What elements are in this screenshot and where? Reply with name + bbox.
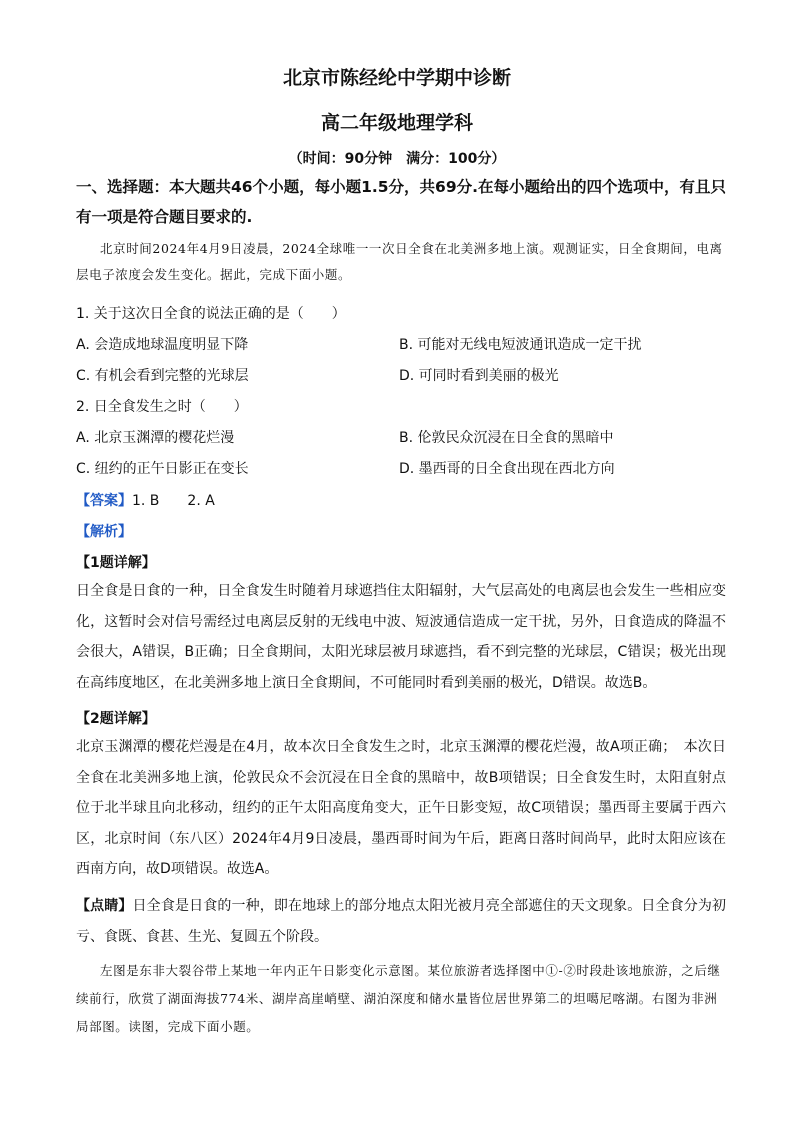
question-2-stem: 2. 日全食发生之时（ ） <box>76 399 248 415</box>
school-exam-title: 北京市陈经纶中学期中诊断 <box>282 67 511 89</box>
tip-tag: 【点睛】 <box>76 898 133 914</box>
detail-1-text: 日全食是日食的一种，日全食发生时随着月球遮挡住太阳辐射，大气层高处的电离层也会发生一些相应变化，这暂时会对信号需经过电离层反射的无线电中波、短波通信造成一定干扰，另外，日食造成的降温不会很大，A错误，B正确；日全食期间，太阳光球层被月球遮挡，看不到完整的光球层，C错误；极光出现在高纬度地区，在北美洲多地上演日全食期间，不可能同时看到美丽的极光，D错误。故选B。 <box>76 583 726 691</box>
detail-2-text: 北京玉渊潭的樱花烂漫是在4月，故本次日全食发生之时，北京玉渊潭的樱花烂漫，故A项正确； 本次日全食在北美洲多地上演，伦敦民众不会沉浸在日全食的黑暗中，故B项错误；日全食发生时，太阳直射点位于北半球且向北移动，纽约的正午太阳高度角变大，正午日影变短，故C项错误；墨西哥主要属于西六区，北京时间（东八区）2024年4月9日凌晨，墨西哥时间为午后，距离日落时间尚早，此时太阳应该在西南方向，故D项错误。故选A。 <box>76 739 726 877</box>
tip-text: 日全食是日食的一种，即在地球上的部分地点太阳光被月亮全部遮住的天文现象。日全食分为初亏、食既、食甚、生光、复圆五个阶段。 <box>76 898 727 945</box>
detail-1-tag: 【1题详解】 <box>76 555 156 571</box>
question-1-option-b: B. 可能对无线电短波通讯造成一定干扰 <box>399 337 642 353</box>
question-2-option-d: D. 墨西哥的日全食出现在西北方向 <box>399 461 615 477</box>
question-1-option-d: D. 可同时看到美丽的极光 <box>399 368 559 384</box>
exam-info: （时间：90分钟 满分：100分） <box>288 151 506 167</box>
analysis-tag: 【解析】 <box>76 524 132 540</box>
question-1-option-c: C. 有机会看到完整的光球层 <box>76 368 249 384</box>
group1-intro: 北京时间2024年4月9日凌晨，2024全球唯一一次日全食在北美洲多地上演。观测证实，日全食期间，电离层电子浓度会发生变化。据此，完成下面小题。 <box>76 241 723 282</box>
answer-text: 1. B 2. A <box>132 493 215 509</box>
section-heading: 一、选择题：本大题共46个小题，每小题1.5分，共69分.在每小题给出的四个选项中，有且只有一项是符合题目要求的. <box>76 178 726 226</box>
group2-intro: 左图是东非大裂谷带上某地一年内正午日影变化示意图。某位旅游者选择图中①-②时段赴该地旅游，之后继续前行，欣赏了湖面海拔774米、湖岸高崖峭壁、湖泊深度和储水量皆位居世界第二的坦噶尼喀湖。右图为非洲局部图。读图，完成下面小题。 <box>76 963 721 1034</box>
detail-2-tag: 【2题详解】 <box>76 711 156 727</box>
question-1-stem: 1. 关于这次日全食的说法正确的是（ ） <box>76 306 346 322</box>
question-2-option-a: A. 北京玉渊潭的樱花烂漫 <box>76 430 235 446</box>
question-2-option-c: C. 纽约的正午日影正在变长 <box>76 461 249 477</box>
answer-line <box>76 490 215 510</box>
question-1-option-a: A. 会造成地球温度明显下降 <box>76 337 249 353</box>
tip-paragraph <box>76 891 726 952</box>
subject-title: 高二年级地理学科 <box>320 112 473 134</box>
question-2-option-b: B. 伦敦民众沉浸在日全食的黑暗中 <box>399 430 614 446</box>
answer-tag: 【答案】 <box>76 493 132 509</box>
